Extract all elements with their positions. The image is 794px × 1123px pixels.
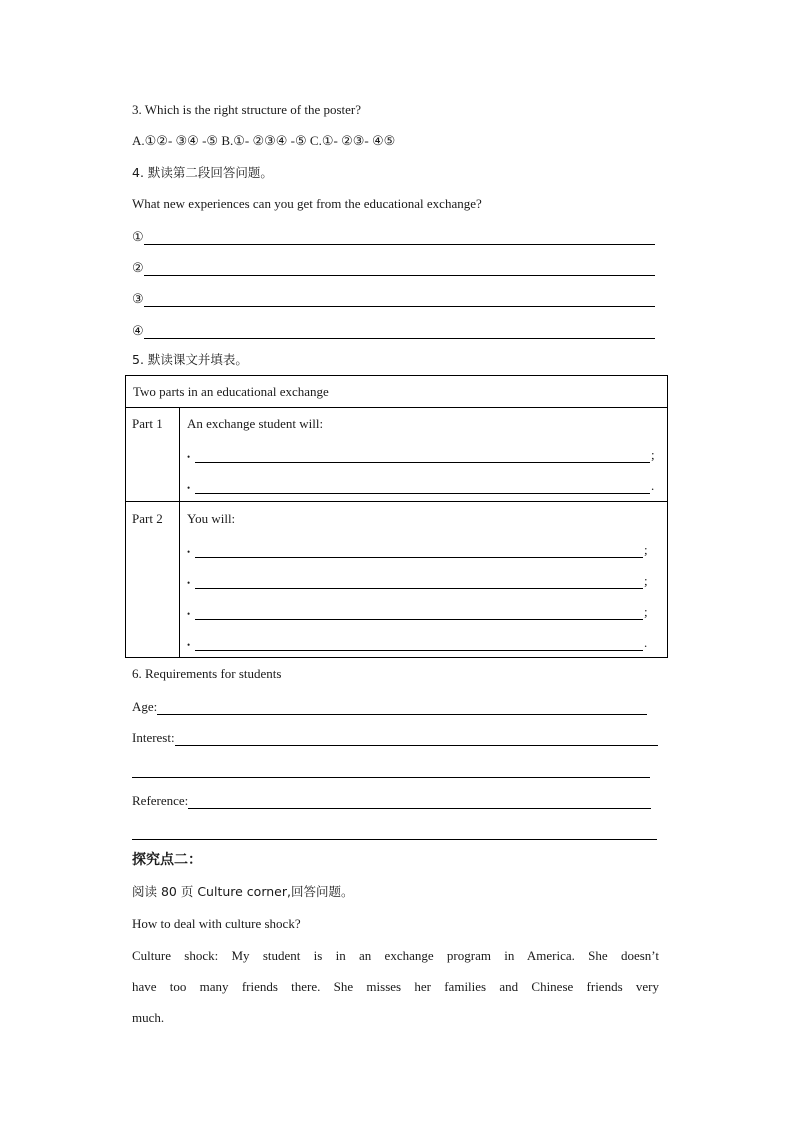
part2-label: Part 2 (132, 511, 163, 526)
bullet-icon: • (187, 640, 191, 650)
part2-bullet-row (187, 542, 648, 558)
answer-number: ③ (132, 291, 144, 306)
interest-blank-continued[interactable] (132, 764, 650, 778)
row-ending: ; (644, 573, 648, 588)
part1-label: Part 1 (132, 416, 163, 431)
q6-heading: 6. Requirements for students (132, 666, 282, 681)
bullet-icon: • (187, 547, 191, 557)
q3-question: 3. Which is the right structure of the poster? (132, 102, 362, 117)
age-label: Age: (132, 699, 158, 714)
row-ending: ; (644, 604, 648, 619)
bullet-icon: • (187, 483, 191, 493)
bullet-icon: • (187, 452, 191, 462)
row-ending: . (644, 635, 648, 650)
paragraph-line-3: much. (132, 1010, 165, 1025)
answer-number: ② (132, 260, 144, 275)
answer-blank[interactable] (195, 450, 650, 463)
part2-bullet-row (187, 604, 648, 620)
section2-instruction: 阅读 80 页 Culture corner,回答问题。 (132, 884, 354, 899)
answer-blank[interactable] (195, 576, 643, 589)
table-divider (126, 407, 667, 408)
bullet-icon: • (187, 578, 191, 588)
q6-age-row (132, 697, 647, 715)
q4-heading: 4. 默读第二段回答问题。 (132, 165, 273, 180)
interest-blank[interactable] (175, 732, 658, 746)
paragraph-line-1: Culture shock: My student is in an exchange program in America. She doesn’t (132, 948, 659, 963)
part1-bullet-row (187, 447, 655, 463)
interest-label: Interest: (132, 730, 175, 745)
q4-answer-row-2 (132, 258, 655, 276)
answer-blank[interactable] (144, 231, 655, 245)
q4-answer-row-3 (132, 289, 655, 307)
part1-prompt: An exchange student will: (187, 416, 324, 431)
answer-blank[interactable] (144, 293, 655, 307)
q4-question: What new experiences can you get from the educational exchange? (132, 196, 482, 211)
answer-blank[interactable] (195, 638, 643, 651)
part2-bullet-row (187, 573, 648, 589)
reference-blank-continued[interactable] (132, 826, 657, 840)
row-ending: . (651, 478, 655, 493)
answer-blank[interactable] (195, 481, 650, 494)
table-divider (126, 501, 667, 502)
q4-answer-row-1 (132, 227, 655, 245)
q3-options: A.①②- ③④ -⑤ B.①- ②③④ -⑤ C.①- ②③- ④⑤ (132, 133, 396, 148)
table-title: Two parts in an educational exchange (133, 384, 329, 399)
paragraph-line-2: have too many friends there. She misses her families and Chinese friends very (132, 979, 659, 994)
answer-blank[interactable] (195, 545, 643, 558)
answer-blank[interactable] (144, 262, 655, 276)
q4-answer-row-4 (132, 321, 655, 339)
row-ending: ; (644, 542, 648, 557)
answer-number: ① (132, 229, 144, 244)
bullet-icon: • (187, 609, 191, 619)
exchange-table (125, 375, 668, 658)
table-column-divider (179, 407, 180, 658)
answer-blank[interactable] (195, 607, 643, 620)
part2-bullet-row (187, 635, 647, 651)
age-blank[interactable] (157, 701, 647, 715)
part2-prompt: You will: (187, 511, 236, 526)
q6-reference-row (132, 791, 651, 809)
reference-blank[interactable] (188, 795, 651, 809)
row-ending: ; (651, 447, 655, 462)
answer-number: ④ (132, 323, 144, 338)
part1-bullet-row (187, 478, 654, 494)
section2-title: 探究点二： (132, 852, 202, 868)
q6-reference-row-2 (132, 822, 657, 840)
q6-interest-row-2 (132, 760, 650, 778)
section2-question: How to deal with culture shock? (132, 916, 301, 931)
q5-heading: 5. 默读课文并填表。 (132, 352, 248, 367)
q6-interest-row (132, 728, 658, 746)
answer-blank[interactable] (144, 325, 655, 339)
reference-label: Reference: (132, 793, 189, 808)
